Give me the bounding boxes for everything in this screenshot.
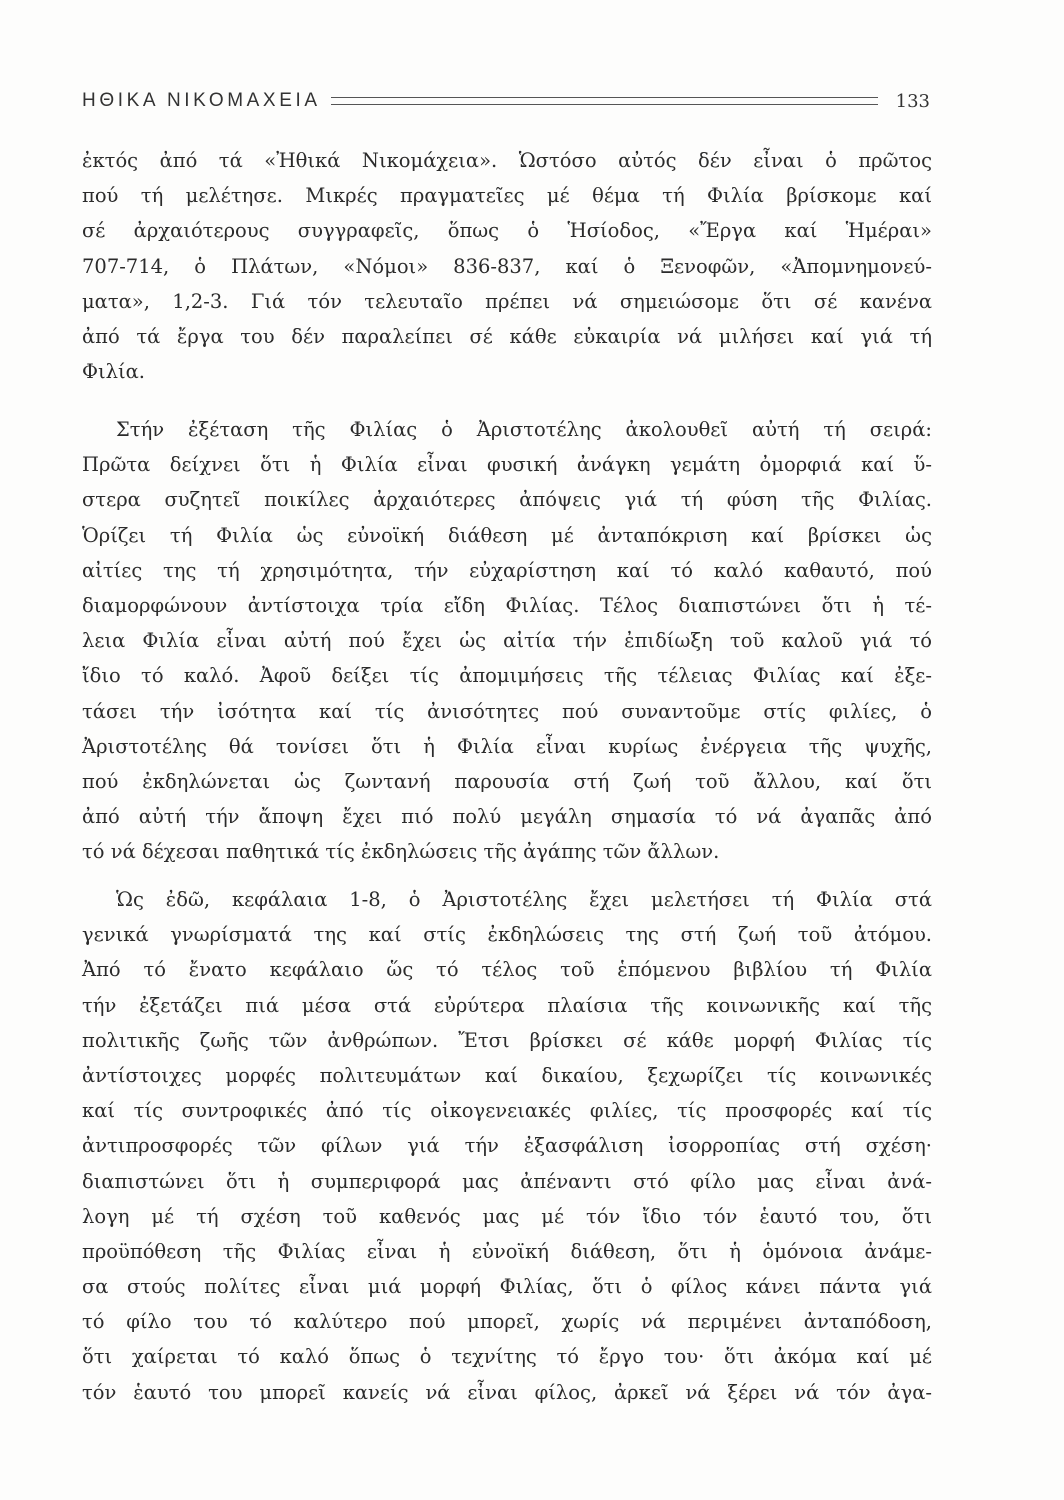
text-line: λογη μέ τή σχέση τοῦ καθενός μας μέ τόν ἴδιο τόν ἑαυτό του, ὅτι [82,1204,932,1228]
text-line: γενικά γνωρίσματά της καί στίς ἐκδηλώσεις της στή ζωή τοῦ ἀτόμου. [82,923,932,947]
text-line: Πρῶτα δείχνει ὅτι ἡ Φιλία εἶναι φυσική ἀνάγκη γεμάτη ὀμορφιά καί ὕ- [82,453,932,477]
text-line-content: Στήν ἐξέταση τῆς Φιλίας ὁ Ἀριστοτέλης ἀκολουθεῖ αὐτή τή σειρά: [116,418,932,441]
running-title: ΗΘΙΚΑ ΝΙΚΟΜΑΧΕΙΑ [82,90,321,111]
paragraph-2 [82,412,932,869]
text-line: ἀντιπροσφορές τῶν φίλων γιά τήν ἐξασφάλιση ἰσορροπίας στή σχέση· [82,1134,932,1158]
text-line: σέ ἀρχαιότερους συγγραφεῖς, ὅπως ὁ Ἡσίοδος, «Ἔργα καί Ἡμέραι» [82,219,932,243]
text-line: Ἀριστοτέλης θά τονίσει ὅτι ἡ Φιλία εἶναι κυρίως ἐνέργεια τῆς ψυχῆς, [82,734,932,758]
text-line: προϋπόθεση τῆς Φιλίας εἶναι ἡ εὐνοϊκή διάθεση, ὅτι ἡ ὁμόνοια ἀνάμε- [82,1239,932,1263]
running-header [82,86,930,116]
text-line: διαπιστώνει ὅτι ἡ συμπεριφορά μας ἀπέναντι στό φίλο μας εἶναι ἀνά- [82,1169,932,1193]
text-line: αἰτίες της τή χρησιμότητα, τήν εὐχαρίστηση καί τό καλό καθαυτό, πού [82,558,932,582]
text-line: τό φίλο του τό καλύτερο πού μπορεῖ, χωρίς νά περιμένει ἀνταπόδοση, [82,1310,932,1334]
text-line: ἀπό τά ἔργα του δέν παραλείπει σέ κάθε εὐκαιρία νά μιλήσει καί γιά τή [82,324,932,348]
paragraph-1 [82,143,932,389]
text-line: τό νά δέχεσαι παθητικά τίς ἐκδηλώσεις τῆς ἀγάπης τῶν ἄλλων. [82,840,720,864]
text-line: τάσει τήν ἰσότητα καί τίς ἀνισότητες πού συναντοῦμε στίς φιλίες, ὁ [82,699,932,723]
text-line: στερα συζητεῖ ποικίλες ἀρχαιότερες ἀπόψεις γιά τή φύση τῆς Φιλίας. [82,488,932,512]
text-line-indented [82,412,932,447]
page-number: 133 [895,90,930,112]
text-line: Ἀπό τό ἔνατο κεφάλαιο ὥς τό τέλος τοῦ ἑπόμενου βιβλίου τή Φιλία [82,958,932,982]
text-line: Φιλία. [82,360,146,384]
text-line: πολιτικῆς ζωῆς τῶν ἀνθρώπων. Ἔτσι βρίσκει σέ κάθε μορφή Φιλίας τίς [82,1028,932,1052]
text-line: 707-714, ὁ Πλάτων, «Νόμοι» 836-837, καί ὁ Ξενοφῶν, «Ἀπομνημονεύ- [82,254,932,278]
text-line: σα στούς πολίτες εἶναι μιά μορφή Φιλίας, ὅτι ὁ φίλος κάνει πάντα γιά [82,1275,932,1299]
text-line: ματα», 1,2-3. Γιά τόν τελευταῖο πρέπει νά σημειώσομε ὅτι σέ κανένα [82,289,932,313]
text-line: Ὁρίζει τή Φιλία ὡς εὐνοϊκή διάθεση μέ ἀνταπόκριση καί βρίσκει ὡς [82,523,932,547]
text-line: ἴδιο τό καλό. Ἀφοῦ δείξει τίς ἀπομιμήσεις τῆς τέλειας Φιλίας καί ἐξε- [82,664,932,688]
text-line: λεια Φιλία εἶναι αὐτή πού ἔχει ὡς αἰτία τήν ἐπιδίωξη τοῦ καλοῦ γιά τό [82,629,932,653]
text-line-content: Ὡς ἐδῶ, κεφάλαια 1-8, ὁ Ἀριστοτέλης ἔχει μελετήσει τή Φιλία στά [116,888,932,911]
header-double-rule [331,97,878,105]
text-line: τήν ἐξετάζει πιά μέσα στά εὐρύτερα πλαίσια τῆς κοινωνικῆς καί τῆς [82,993,932,1017]
text-line: ἀπό αὐτή τήν ἄποψη ἔχει πιό πολύ μεγάλη σημασία τό νά ἀγαπᾶς ἀπό [82,805,932,829]
text-line: πού τή μελέτησε. Μικρές πραγματεῖες μέ θέμα τή Φιλία βρίσκομε καί [82,184,932,208]
text-line: ἀντίστοιχες μορφές πολιτευμάτων καί δικαίου, ξεχωρίζει τίς κοινωνικές [82,1063,932,1087]
text-line: ἐκτός ἀπό τά «Ἠθικά Νικομάχεια». Ὡστόσο αὐτός δέν εἶναι ὁ πρῶτος [82,149,932,172]
text-line: τόν ἑαυτό του μπορεῖ κανείς νά εἶναι φίλος, ἀρκεῖ νά ξέρει νά τόν ἀγα- [82,1380,932,1404]
text-line: καί τίς συντροφικές ἀπό τίς οἰκογενειακές φιλίες, τίς προσφορές καί τίς [82,1099,932,1123]
text-line: πού ἐκδηλώνεται ὡς ζωντανή παρουσία στή ζωή τοῦ ἄλλου, καί ὅτι [82,769,932,793]
text-line-indented [82,882,932,917]
text-line: ὅτι χαίρεται τό καλό ὅπως ὁ τεχνίτης τό ἔργο του· ὅτι ἀκόμα καί μέ [82,1345,932,1369]
paragraph-3 [82,882,932,1410]
text-line: διαμορφώνουν ἀντίστοιχα τρία εἴδη Φιλίας. Τέλος διαπιστώνει ὅτι ἡ τέ- [82,593,932,617]
